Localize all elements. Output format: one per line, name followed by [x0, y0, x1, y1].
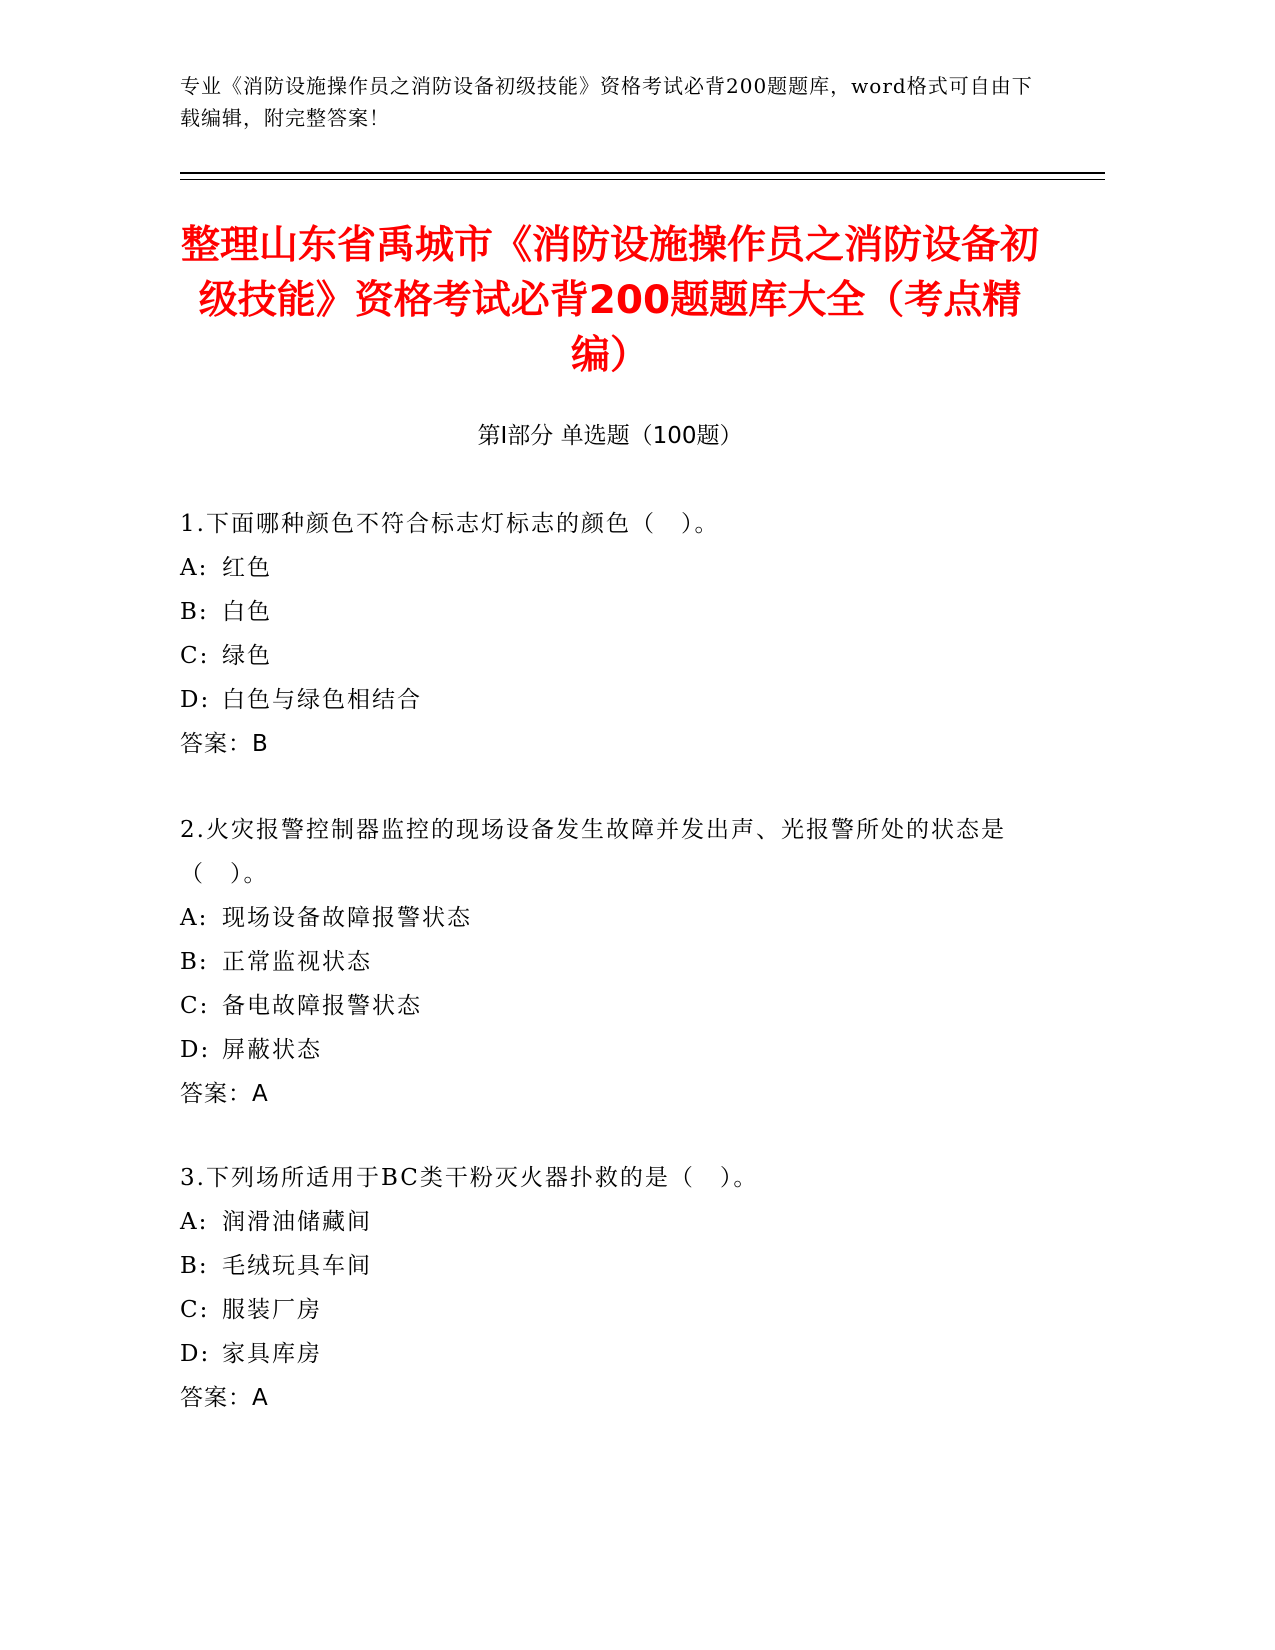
option-text: 毛绒玩具车间	[222, 1253, 372, 1279]
option-text: 白色与绿色相结合	[222, 687, 422, 713]
header-rule-thick	[180, 172, 1105, 174]
option-a	[180, 896, 1040, 940]
question-stem: 2.火灾报警控制器监控的现场设备发生故障并发出声、光报警所处的状态是（ ）。	[180, 817, 1006, 887]
question-2	[180, 808, 1040, 1116]
question-1	[180, 502, 1040, 766]
option-key: B:	[180, 599, 209, 625]
question-stem: 3.下列场所适用于BC类干粉灭火器扑救的是（ ）。	[180, 1165, 759, 1191]
option-key: D:	[180, 1341, 211, 1367]
option-key: C:	[180, 1297, 210, 1323]
answer-line: 答案：A	[180, 1081, 269, 1107]
answer-line: 答案：B	[180, 731, 269, 757]
option-b	[180, 1244, 1040, 1288]
option-a	[180, 546, 1040, 590]
option-key: A:	[180, 555, 209, 581]
section-title: 第Ⅰ部分 单选题（100题）	[477, 423, 743, 449]
question-3	[180, 1156, 1040, 1420]
option-text: 白色	[222, 599, 272, 625]
option-text: 绿色	[222, 643, 272, 669]
option-text: 服装厂房	[222, 1297, 322, 1323]
option-key: D:	[180, 687, 211, 713]
option-key: A:	[180, 905, 209, 931]
option-key: B:	[180, 949, 209, 975]
option-key: C:	[180, 993, 210, 1019]
option-a	[180, 1200, 1040, 1244]
option-text: 正常监视状态	[222, 949, 372, 975]
header-rule-thin	[180, 179, 1105, 180]
option-text: 现场设备故障报警状态	[222, 905, 472, 931]
option-key: D:	[180, 1037, 211, 1063]
option-b	[180, 940, 1040, 984]
option-text: 润滑油储藏间	[222, 1209, 372, 1235]
option-text: 屏蔽状态	[222, 1037, 322, 1063]
option-c	[180, 1288, 1040, 1332]
question-stem: 1.下面哪种颜色不符合标志灯标志的颜色（ ）。	[180, 511, 720, 537]
option-d	[180, 1332, 1040, 1376]
option-c	[180, 634, 1040, 678]
option-key: A:	[180, 1209, 209, 1235]
option-b	[180, 590, 1040, 634]
option-c	[180, 984, 1040, 1028]
answer-line: 答案：A	[180, 1385, 269, 1411]
option-text: 红色	[222, 555, 272, 581]
option-key: B:	[180, 1253, 209, 1279]
option-key: C:	[180, 643, 210, 669]
document-title: 整理山东省禹城市《消防设施操作员之消防设备初级技能》资格考试必背200题题库大全（考点精编）	[180, 223, 1039, 378]
option-d	[180, 678, 1040, 722]
option-text: 备电故障报警状态	[222, 993, 422, 1019]
header-note: 专业《消防设施操作员之消防设备初级技能》资格考试必背200题题库，word格式可自由下载编辑，附完整答案！	[180, 74, 1033, 130]
option-d	[180, 1028, 1040, 1072]
option-text: 家具库房	[222, 1341, 322, 1367]
